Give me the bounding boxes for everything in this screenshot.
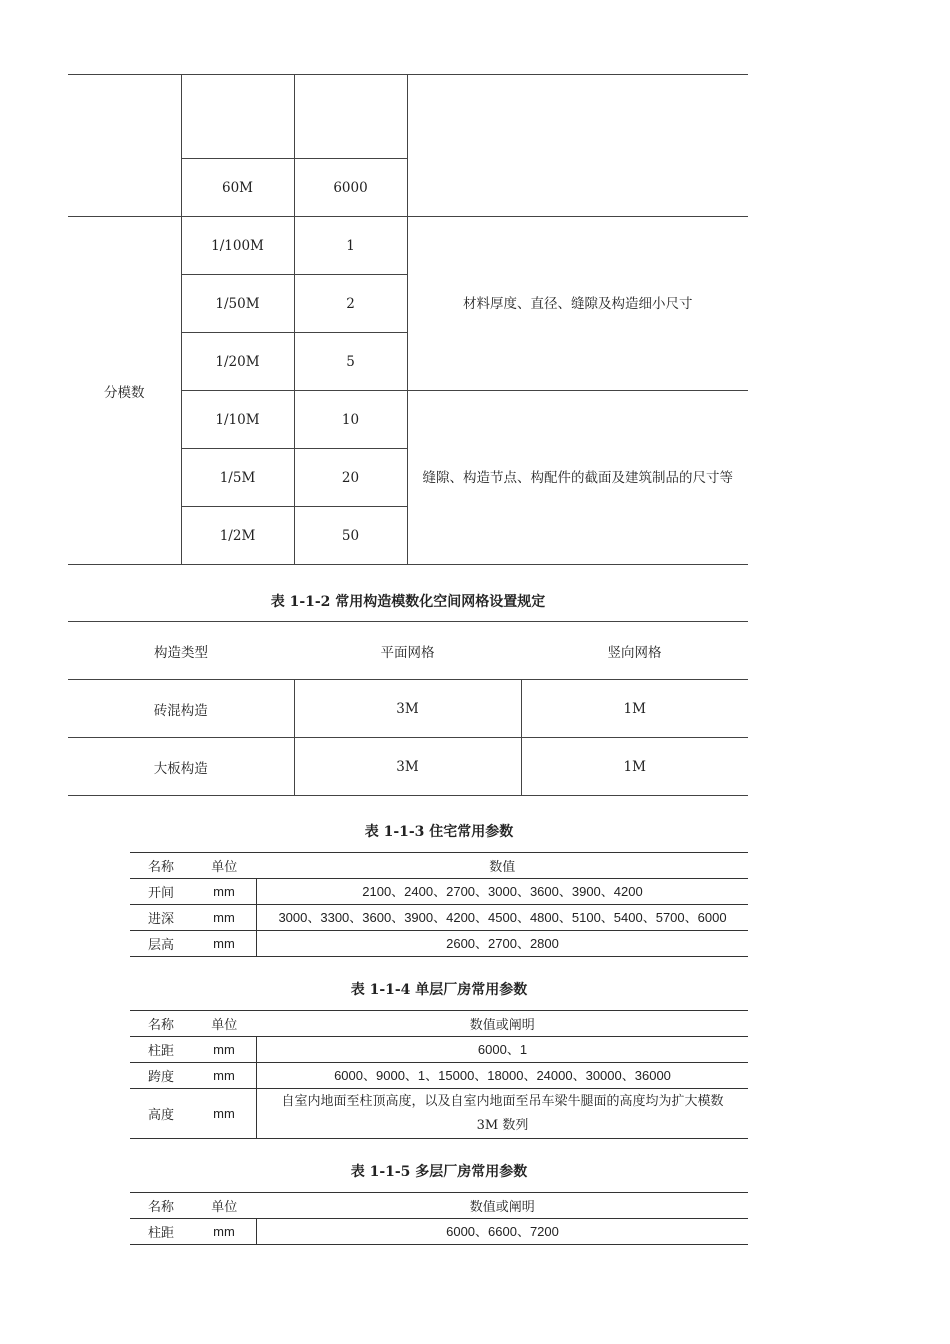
size-cell: 5 (294, 333, 407, 391)
column-header: 单位 (192, 1011, 257, 1037)
modulus-table (68, 74, 748, 565)
description-cell: 材料厚度、直径、缝隙及构造细小尺寸 (407, 217, 748, 391)
table-cell: 砖混构造 (68, 680, 294, 738)
param-name: 层高 (130, 931, 192, 957)
residential-params-table (130, 852, 748, 957)
table-cell: 3M (294, 680, 521, 738)
grid-table (68, 621, 748, 796)
single-storey-params-table (130, 1010, 748, 1139)
param-unit: mm (192, 1037, 257, 1063)
column-header: 竖向网格 (521, 622, 748, 680)
table-cell (407, 75, 748, 217)
param-value: 自室内地面至柱顶高度，以及自室内地面至吊车梁牛腿面的高度均为扩大模数 3M 数列 (257, 1089, 749, 1139)
module-cell: 1/2M (181, 507, 294, 565)
param-unit: mm (192, 1089, 257, 1139)
table-cell: 1M (521, 680, 748, 738)
size-cell: 20 (294, 449, 407, 507)
table-caption: 表 1-1-5 多层厂房常用参数 (350, 1164, 528, 1180)
module-cell: 1/50M (181, 275, 294, 333)
module-cell: 60M (181, 159, 294, 217)
size-cell: 2 (294, 275, 407, 333)
column-header: 名称 (130, 853, 192, 879)
column-header: 名称 (130, 1011, 192, 1037)
param-name: 跨度 (130, 1063, 192, 1089)
module-cell: 1/5M (181, 449, 294, 507)
module-cell: 1/10M (181, 391, 294, 449)
table-caption: 表 1-1-2 常用构造模数化空间网格设置规定 (270, 594, 546, 610)
param-value: 6000、1 (257, 1037, 749, 1063)
module-cell: 1/20M (181, 333, 294, 391)
size-cell: 10 (294, 391, 407, 449)
description-cell: 缝隙、构造节点、构配件的截面及建筑制品的尺寸等 (407, 391, 748, 565)
size-cell: 50 (294, 507, 407, 565)
column-header: 单位 (192, 853, 257, 879)
table-cell: 1M (521, 738, 748, 796)
param-name: 开间 (130, 879, 192, 905)
module-cell: 1/100M (181, 217, 294, 275)
param-value: 6000、6600、7200 (257, 1219, 749, 1245)
table-caption: 表 1-1-4 单层厂房常用参数 (350, 982, 528, 998)
column-header: 数值或阐明 (257, 1193, 749, 1219)
param-unit: mm (192, 1063, 257, 1089)
column-header: 数值或阐明 (257, 1011, 749, 1037)
multi-storey-params-table (130, 1192, 748, 1245)
param-unit: mm (192, 879, 257, 905)
param-value: 2600、2700、2800 (257, 931, 749, 957)
column-header: 平面网格 (294, 622, 521, 680)
param-unit: mm (192, 931, 257, 957)
param-name: 柱距 (130, 1219, 192, 1245)
table-cell (181, 75, 294, 159)
size-cell: 1 (294, 217, 407, 275)
table-caption: 表 1-1-3 住宅常用参数 (364, 824, 514, 840)
size-cell: 6000 (294, 159, 407, 217)
column-header: 单位 (192, 1193, 257, 1219)
param-unit: mm (192, 905, 257, 931)
table-cell: 3M (294, 738, 521, 796)
param-name: 柱距 (130, 1037, 192, 1063)
table-cell: 大板构造 (68, 738, 294, 796)
param-value: 6000、9000、1、15000、18000、24000、30000、36000 (257, 1063, 749, 1089)
column-header: 构造类型 (68, 622, 294, 680)
param-name: 高度 (130, 1089, 192, 1139)
column-header: 数值 (257, 853, 749, 879)
param-value: 2100、2400、2700、3000、3600、3900、4200 (257, 879, 749, 905)
group-label: 分模数 (68, 217, 181, 565)
table-cell (68, 75, 181, 217)
param-unit: mm (192, 1219, 257, 1245)
column-header: 名称 (130, 1193, 192, 1219)
table-cell (294, 75, 407, 159)
param-name: 进深 (130, 905, 192, 931)
param-value: 3000、3300、3600、3900、4200、4500、4800、5100、5400、5700、6000 (257, 905, 749, 931)
